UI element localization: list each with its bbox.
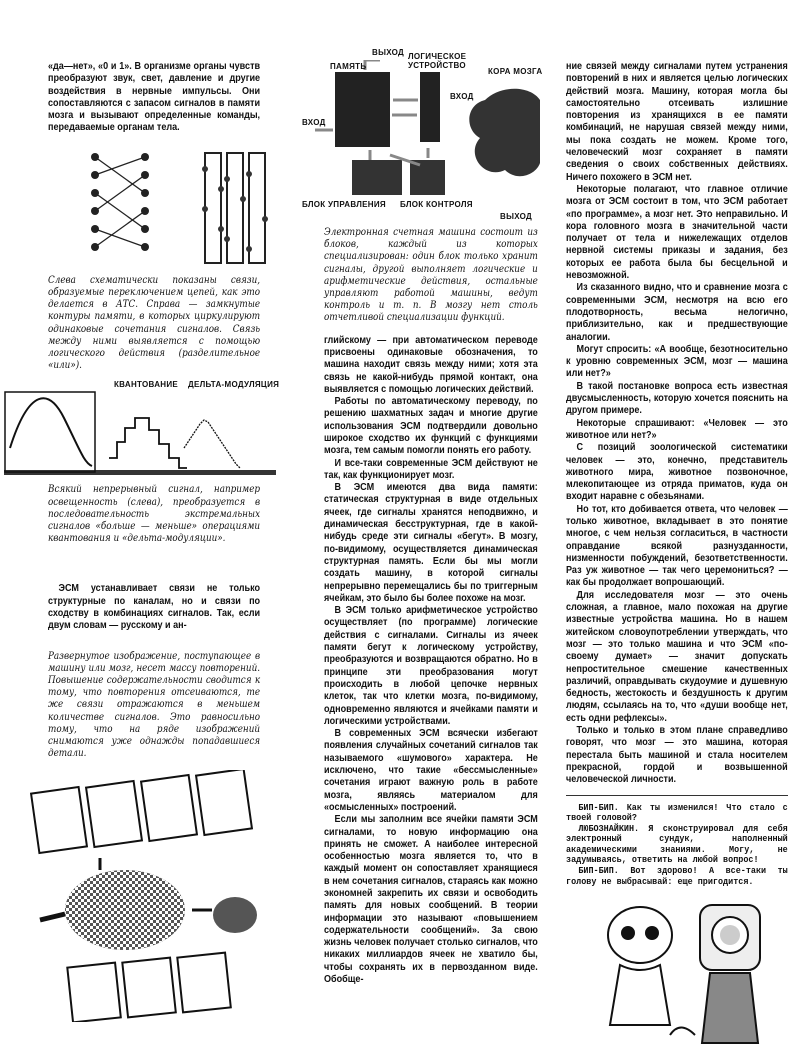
caption-computer: Электронная счетная машина состоит из блоков, каждый из которых специализирован: один блок только хранит сигналы, другой выполняет логические и арифметические действия, остальные управляют работой машины, ведут контроль и т. п. В мозгу нет столь отчетливой специализации функций.: [324, 227, 538, 324]
paragraph: Из сказанного видно, что и сравнение мозга с современными ЭСМ, несмотря на всю его плодотворность, весьма нелогично, приблизительно, как и предшествующие аналогии.: [566, 282, 788, 343]
paragraph: И все-таки современные ЭСМ действуют не так, как функционирует мозг.: [324, 457, 538, 481]
paragraph: Могут спросить: «А вообще, безотносительно к уровню современных ЭСМ, мозг — машина или нет?»: [566, 343, 788, 380]
caption-switching: Слева схематически показаны связи, образуемые переключением цепей, как это делается в АТС. Справа — замкнутые контуры памяти, в которых циркулируют одинаковые сочетания сигналов. Связь между ними выявляется с помощью логического действия (разделительное «или»).: [48, 274, 261, 372]
signal-graph: [4, 378, 280, 476]
paragraph: В ЭСМ только арифметическое устройство осуществляет (по программе) логические действия с сигналами. Сигналы из ячеек памяти бегут к логическому устройству, преобразуются и возвращаются обратно. Но в принципе эти преобразования могут происходить в любой цепочке нервных клеток, так что клетки мозга, по-видимому, одновременно являются и ячейками памяти и логическими устройствами.: [324, 605, 538, 727]
paragraph: Для исследователя мозг — это очень сложная, а главное, мало похожая на другие известные устройства машина. Но в нашем житейском словоупотреблении утверждать, что мозг — это только машина и что ЭСМ «по-своему думает» — значит допускать непростительное смешение качественных различий, оправдывать скудоумие и душевную бедность, жестокость и бездушность к другим людям, ссылаясь на то, что «души вообще нет, есть одни рефлексы».: [566, 589, 788, 724]
cartoon-characters-illustration: [560, 895, 790, 1055]
paragraph: В ЭСМ имеются два вида памяти: статическая структурная в виде отдельных ячеек, где сигналы хранятся неподвижно, и динамическая бесструктурная, где в какой-нибудь среде эти сигналы «бегут». В мозгу, по-видимому, осуществляется динамическая структурная память. Если бы мы могли создать машину, в которой сигналы непрерывно перемещались бы по триггерным ячейкам, это было бы более похоже на мозг.: [324, 482, 538, 604]
right-column: [566, 61, 788, 1055]
dialog-line: ЛЮБОЗНАЙКИН. Я сконструировал для себя электронный сундук, наполненный академическими знаниями. Могу, не задумываясь, ответить на любой вопрос!: [566, 822, 788, 866]
right-text: [566, 61, 788, 787]
paragraph: ние связей между сигналами путем устранения повторений в них и является целью логических действий мозга. Машину, которая могла бы самостоятельно отсеивать излишние повторения из хранящихся в ее памяти комбинаций, не нарушая связей между ними, мы пока создать не можем. Кроме того, человеческий мозг сохраняет в памяти сведения о своих собственных действиях. Ничего похожего в ЭСМ нет.: [566, 61, 788, 183]
paragraph: глийскому — при автоматическом переводе присвоены одинаковые обозначения, то машина находит связь между ними; хотя эта связь не какой-нибудь прямой контакт, она выявляется с помощью логических действий.: [324, 334, 538, 395]
label-delta-modulation: ДЕЛЬТА-МОДУЛЯЦИЯ: [188, 380, 280, 390]
label-check-unit: БЛОК КОНТРОЛЯ: [400, 200, 473, 209]
paragraph: Работы по автоматическому переводу, по решению шахматных задач и многие другие использования ЭСМ подтвердили довольно широкое сходство их функций с функциями мозга, тем самым помогли понять его работу.: [324, 396, 538, 457]
label-memory: ПАМЯТЬ: [330, 62, 367, 71]
label-cortex: КОРА МОЗГА: [488, 67, 543, 76]
paragraph: Только и только в этом плане справедливо говорят, что мозг — это машина, которая перестала быть машиной и стала носителем прекрасной, гордой и возвышенной человеческой личности.: [566, 725, 788, 786]
label-cortex-output: ВЫХОД: [500, 212, 533, 221]
dialog-line: БИП-БИП. Вот здорово! А все-таки ты голову не выбрасывай: еще пригодится.: [566, 865, 788, 887]
cartoon-dialog: [566, 803, 788, 888]
computer-vs-brain-diagram: [300, 40, 544, 220]
label-control-unit: БЛОК УПРАВЛЕНИЯ: [302, 200, 386, 209]
film-frames-illustration: [30, 770, 290, 1022]
paragraph: ЭСМ устанавливает связи не только структурные по каналам, но и связи по сходству в комбинациях сигналов. Так, если двум словам — русскому и ан-: [48, 583, 261, 632]
left-column: [48, 61, 280, 1022]
paragraph: Некоторые спрашивают: «Человек — это животное или нет?»: [566, 417, 788, 441]
caption-signal: Всякий непрерывный сигнал, например освещенность (слева), преобразуется в последовательность экстремальных сигналов «больше — меньше» операциями квантования и «дельта-модуляции».: [48, 484, 261, 545]
label-output-top: ВЫХОД: [372, 48, 405, 57]
signal-graph-illustration: [4, 378, 276, 476]
diagram-drawing: [300, 60, 543, 210]
label-input: ВХОД: [302, 118, 326, 127]
left-text-middle: [48, 583, 260, 632]
dialog-line: БИП-БИП. Как ты изменился! Что стало с твоей головой?: [566, 801, 788, 824]
label-cortex-input: ВХОД: [450, 92, 474, 101]
caption-image: Развернутое изображение, поступающее в машину или мозг, несет массу повторений. Повышение содержательности сводится к тому, что повторения отсеиваются, те же связи отражаются в меньшем количестве сигналов. Это равносильно тому, что на ряде изображений снимаются уже однажды попадавшиеся детали.: [48, 650, 261, 760]
divider: [566, 795, 788, 796]
middle-text: [324, 335, 538, 987]
paragraph: Если мы заполним все ячейки памяти ЭСМ сигналами, то новую информацию она принять не сможет. А наиболее интересной особенностью мозга является то, что в каждый момент он сопоставляет хранящиеся в нем сочетания сигналов, стараясь как можно экономней закрепить их связи и освободить память для новых сообщений. В теории информации это называют «повышением содержательности сообщений». За свою жизнь человек получает столько сигналов, что никаких миллиардов ячеек не хватило бы, чтобы сохранять их в первозданном виде. Обобще-: [324, 814, 538, 986]
paragraph: Но тот, кто добивается ответа, что человек — только животное, вкладывает в это понятие многое, с чем нельзя согласиться, в частности оправдание всякой разнузданности, низменности побуждений, безответственности. Раз уж животное — так чего церемониться? — как бы продолжает вопрошающий.: [566, 503, 788, 589]
paragraph: В такой постановке вопроса есть известная двусмысленность, которую хочется пояснить на другом примере.: [566, 380, 788, 417]
paragraph: С позиций зоологической систематики человек — это, конечно, представитель животного мира, животное позвоночное, млекопитающее из отряда приматов, куда он входит наравне с обезьянами.: [566, 442, 788, 503]
switching-diagram-illustration: [85, 149, 285, 267]
label-logic-unit: ЛОГИЧЕСКОЕ УСТРОЙСТВО: [408, 52, 467, 70]
paragraph: «да—нет», «0 и 1». В организме органы чувств преобразуют звук, свет, давление и другие воздействия в нервные импульсы. Они сопоставляются с запасом сигналов в памяти мозга и вызывают определенные команды, передаваемые органам тела.: [48, 61, 261, 134]
paragraph: Некоторые полагают, что главное отличие мозга от ЭСМ состоит в том, что ЭСМ работает «по программе», а мозг нет. Это неправильно. И кора головного мозга в значительной части получает от тела и нижележащих отделов нервной системы приказы и задания, без которых ее работа была бы бесцельной и невозможной.: [566, 183, 788, 282]
middle-column: [324, 227, 538, 986]
label-quantization: КВАНТОВАНИЕ: [114, 380, 179, 390]
left-text-top: [48, 61, 260, 135]
paragraph: В современных ЭСМ всячески избегают появления случайных сочетаний сигналов так называемого «шумового» характера. Не исключено, что такие «бессмысленные» сочетания играют важную роль в работе мозга, являясь материалом для «осмысленных» построений.: [324, 728, 538, 813]
